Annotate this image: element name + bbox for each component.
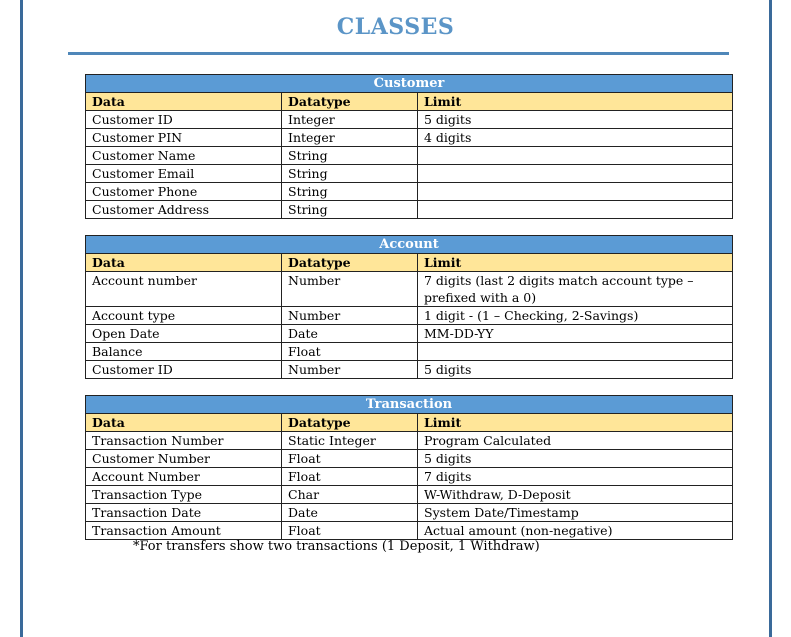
page-border-left (20, 0, 23, 637)
cell-datatype: Float (282, 468, 418, 486)
cell-data: Account type (86, 307, 282, 325)
heading-rule (68, 52, 729, 55)
cell-limit: 5 digits (418, 111, 733, 129)
column-header-limit: Limit (418, 93, 733, 111)
cell-data: Customer ID (86, 361, 282, 379)
table-row (86, 129, 733, 147)
cell-data: Customer Name (86, 147, 282, 165)
customer-table (85, 74, 733, 219)
transaction-table (85, 395, 733, 540)
cell-limit (418, 147, 733, 165)
cell-limit: 5 digits (418, 450, 733, 468)
table-row (86, 468, 733, 486)
table-row (86, 183, 733, 201)
cell-data: Open Date (86, 325, 282, 343)
cell-limit: W-Withdraw, D-Deposit (418, 486, 733, 504)
cell-limit: MM-DD-YY (418, 325, 733, 343)
cell-datatype: Integer (282, 111, 418, 129)
table-row (86, 522, 733, 540)
cell-data: Transaction Type (86, 486, 282, 504)
column-header-datatype: Datatype (282, 254, 418, 272)
table-row (86, 111, 733, 129)
cell-data: Account Number (86, 468, 282, 486)
cell-data: Account number (86, 272, 282, 307)
cell-datatype: Number (282, 361, 418, 379)
cell-limit: 7 digits (418, 468, 733, 486)
table-row (86, 147, 733, 165)
cell-datatype: Number (282, 272, 418, 307)
table-row (86, 307, 733, 325)
table-title: Transaction (86, 396, 733, 414)
table-row (86, 201, 733, 219)
column-header-limit: Limit (418, 254, 733, 272)
column-header-limit: Limit (418, 414, 733, 432)
table-row (86, 361, 733, 379)
cell-data: Customer PIN (86, 129, 282, 147)
cell-limit: Program Calculated (418, 432, 733, 450)
cell-limit: Actual amount (non-negative) (418, 522, 733, 540)
cell-datatype: Char (282, 486, 418, 504)
cell-limit: 1 digit - (1 – Checking, 2-Savings) (418, 307, 733, 325)
cell-data: Balance (86, 343, 282, 361)
cell-limit: 7 digits (last 2 digits match account type – prefixed with a 0) (418, 272, 733, 307)
cell-datatype: String (282, 165, 418, 183)
table-row (86, 325, 733, 343)
cell-data: Customer Email (86, 165, 282, 183)
cell-datatype: Date (282, 504, 418, 522)
header-row (86, 93, 733, 111)
column-header-datatype: Datatype (282, 93, 418, 111)
cell-limit (418, 165, 733, 183)
cell-data: Customer Phone (86, 183, 282, 201)
page-border-right (769, 0, 772, 637)
table-title: Account (86, 236, 733, 254)
header-row (86, 254, 733, 272)
cell-limit (418, 201, 733, 219)
cell-limit (418, 183, 733, 201)
cell-data: Transaction Number (86, 432, 282, 450)
cell-datatype: String (282, 201, 418, 219)
cell-limit: 5 digits (418, 361, 733, 379)
cell-data: Transaction Date (86, 504, 282, 522)
cell-data: Customer ID (86, 111, 282, 129)
table-row (86, 272, 733, 307)
table-title: Customer (86, 75, 733, 93)
cell-datatype: Float (282, 343, 418, 361)
column-header-data: Data (86, 93, 282, 111)
cell-data: Customer Number (86, 450, 282, 468)
cell-datatype: Float (282, 450, 418, 468)
table-row (86, 504, 733, 522)
cell-datatype: Date (282, 325, 418, 343)
cell-datatype: Static Integer (282, 432, 418, 450)
table-row (86, 343, 733, 361)
column-header-data: Data (86, 254, 282, 272)
column-header-datatype: Datatype (282, 414, 418, 432)
cell-limit: System Date/Timestamp (418, 504, 733, 522)
column-header-data: Data (86, 414, 282, 432)
table-row (86, 165, 733, 183)
cell-datatype: String (282, 183, 418, 201)
cell-datatype: Number (282, 307, 418, 325)
table-row (86, 450, 733, 468)
page-heading: CLASSES (336, 14, 455, 40)
cell-data: Transaction Amount (86, 522, 282, 540)
cell-datatype: Integer (282, 129, 418, 147)
cell-data: Customer Address (86, 201, 282, 219)
cell-datatype: String (282, 147, 418, 165)
account-table (85, 235, 733, 379)
cell-limit: 4 digits (418, 129, 733, 147)
header-row (86, 414, 733, 432)
table-row (86, 486, 733, 504)
table-row (86, 432, 733, 450)
cell-limit (418, 343, 733, 361)
cell-datatype: Float (282, 522, 418, 540)
transfer-note: *For transfers show two transactions (1 Deposit, 1 Withdraw) (133, 539, 540, 554)
